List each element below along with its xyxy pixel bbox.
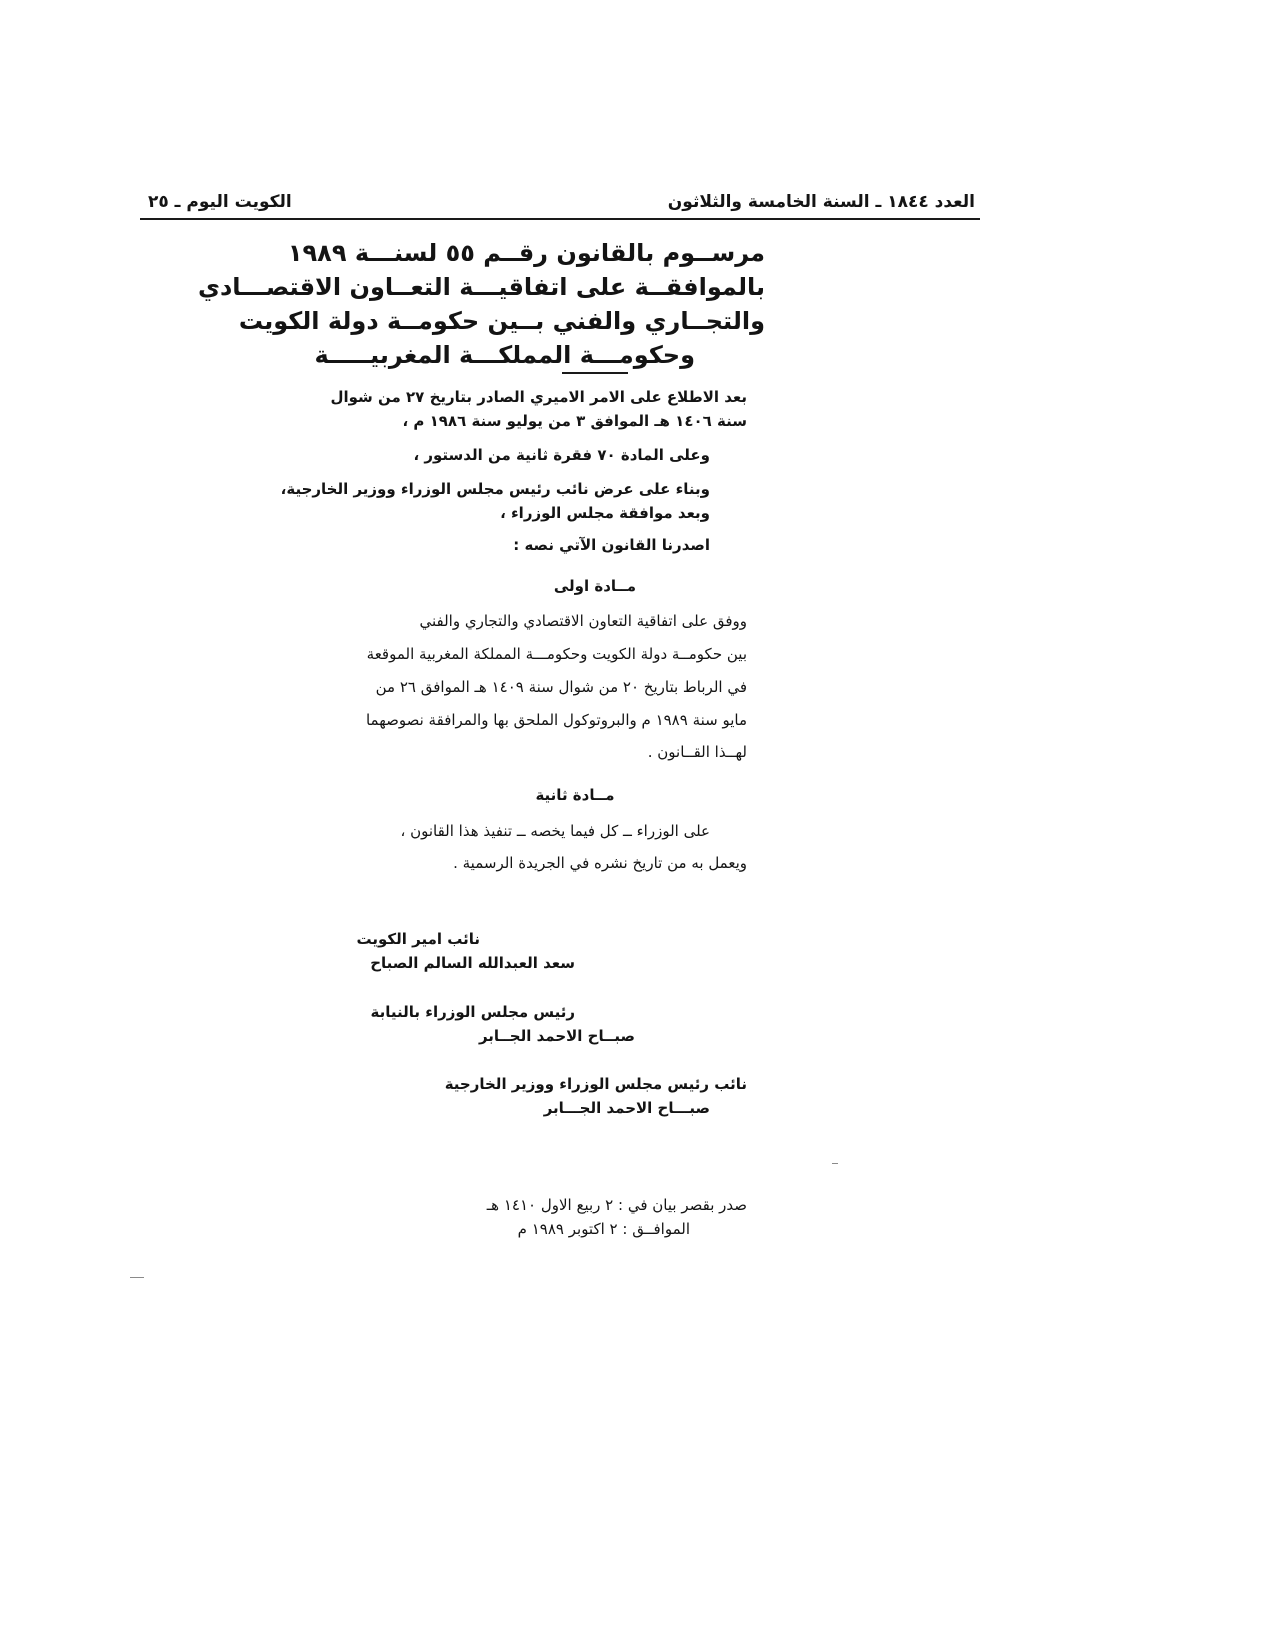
preamble-p2: وعلى المادة ٧٠ فقرة ثانية من الدستور ، [413, 446, 710, 464]
signature-3-title: نائب رئيس مجلس الوزراء ووزير الخارجية [444, 1075, 747, 1093]
signature-3-name: صبـــاح الاحمد الجـــابر [543, 1099, 710, 1117]
issued-place-date: صدر بقصر بيان في : ٢ ربيع الاول ١٤١٠ هـ [486, 1196, 747, 1214]
title-line-4: وحكومـــة المملكـــة المغربيـــــة [314, 341, 695, 369]
article-1-line5: لهــذا القــانون . [647, 743, 747, 761]
article-1-line4: مايو سنة ١٩٨٩ م والبروتوكول الملحق بها والمرافقة نصوصهما [365, 711, 747, 729]
signature-1-name: سعد العبدالله السالم الصباح [370, 954, 575, 972]
article-2-heading: مــادة ثانية [535, 786, 615, 804]
preamble-p1-line2: سنة ١٤٠٦ هـ الموافق ٣ من يوليو سنة ١٩٨٦ م ، [402, 412, 747, 430]
preamble-p1-line1: بعد الاطلاع على الامر الاميري الصادر بتاريخ ٢٧ من شوال [330, 388, 747, 406]
header-divider [140, 218, 980, 220]
preamble-p4: اصدرنا القانون الآتي نصه : [513, 536, 710, 554]
article-1-heading: مــادة اولى [553, 577, 637, 595]
signature-2-title: رئيس مجلس الوزراء بالنيابة [370, 1003, 575, 1021]
preamble-p3-line2: وبعد موافقة مجلس الوزراء ، [500, 504, 710, 522]
signature-2-name: صبــاح الاحمد الجــابر [478, 1027, 635, 1045]
article-2-line1: على الوزراء ــ كل فيما يخصه ــ تنفيذ هذا القانون ، [400, 822, 710, 840]
title-divider [562, 372, 628, 374]
article-2-line2: ويعمل به من تاريخ نشره في الجريدة الرسمية . [453, 854, 747, 872]
article-1-line2: بين حكومــة دولة الكويت وحكومـــة المملكة المغربية الموقعة [366, 645, 747, 663]
title-line-3: والتجــاري والفني بــين حكومــة دولة الكويت [238, 307, 765, 335]
signature-1-title: نائب امير الكويت [356, 930, 480, 948]
scan-speck [832, 1163, 838, 1164]
issue-header: العدد ١٨٤٤ ـ السنة الخامسة والثلاثون [667, 192, 975, 212]
scan-speck [130, 1277, 144, 1278]
title-line-1: مرســوم بالقانون رقــم ٥٥ لسنـــة ١٩٨٩ [287, 239, 765, 267]
title-line-2: بالموافقــة على اتفاقيـــة التعــاون الاقتصـــادي [197, 273, 765, 301]
issued-gregorian-date: الموافــق : ٢ اكتوبر ١٩٨٩ م [517, 1220, 690, 1238]
article-1-line1: ووفق على اتفاقية التعاون الاقتصادي والتجاري والفني [419, 612, 747, 630]
preamble-p3-line1: وبناء على عرض نائب رئيس مجلس الوزراء ووزير الخارجية، [280, 480, 710, 498]
decree-title [198, 236, 765, 372]
article-1-line3: في الرباط بتاريخ ٢٠ من شوال سنة ١٤٠٩ هـ الموافق ٢٦ من [375, 678, 747, 696]
publication-header: الكويت اليوم ـ ٢٥ [148, 192, 292, 212]
